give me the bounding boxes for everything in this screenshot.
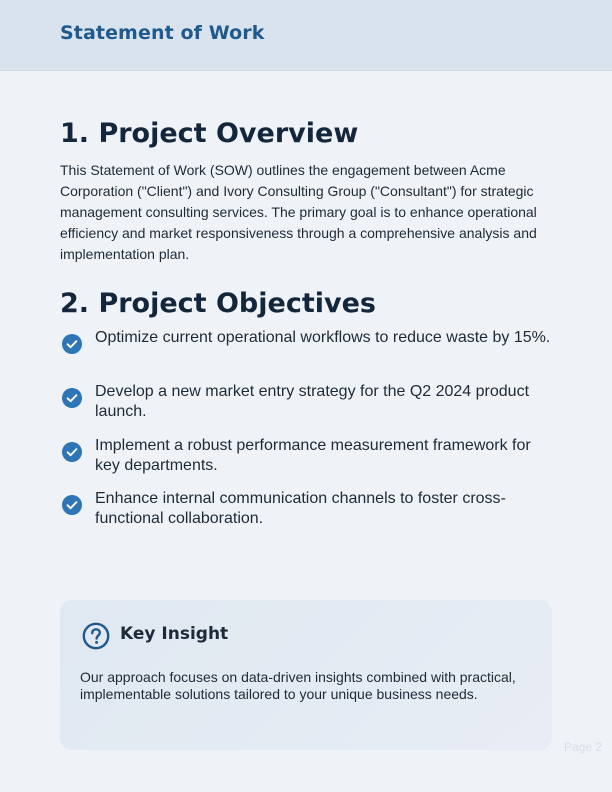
question-circle-icon xyxy=(82,622,110,650)
objective-text: Optimize current operational workflows to reduce waste by 15%. xyxy=(95,329,551,346)
insight-text: Our approach focuses on data-driven insights combined with practical, implementable solutions tailored to your unique business needs. xyxy=(80,669,516,702)
check-circle-icon xyxy=(62,388,82,408)
document-title: Statement of Work xyxy=(60,22,265,44)
check-circle-icon xyxy=(62,442,82,462)
objective-text: Implement a robust performance measurement framework for key departments. xyxy=(95,437,531,474)
key-insight-callout xyxy=(60,600,552,750)
overview-paragraph: This Statement of Work (SOW) outlines the engagement between Acme Corporation ("Client") and Ivory Consulting Group ("Consultant") for strategic management consulting services. The primary goal is to enhance operational efficiency and market responsiveness through a comprehensive analysis and implementation plan. xyxy=(60,162,537,262)
objective-text: Enhance internal communication channels to foster cross-functional collaboration. xyxy=(95,490,506,527)
check-circle-icon xyxy=(62,495,82,515)
check-circle-icon xyxy=(62,334,82,354)
page-header xyxy=(0,0,612,71)
insight-title: Key Insight xyxy=(120,624,229,644)
objective-text: Develop a new market entry strategy for the Q2 2024 product launch. xyxy=(95,383,530,420)
page-number: Page 2 xyxy=(563,740,602,754)
overview-heading: 1. Project Overview xyxy=(60,118,359,149)
objectives-heading: 2. Project Objectives xyxy=(60,288,376,319)
